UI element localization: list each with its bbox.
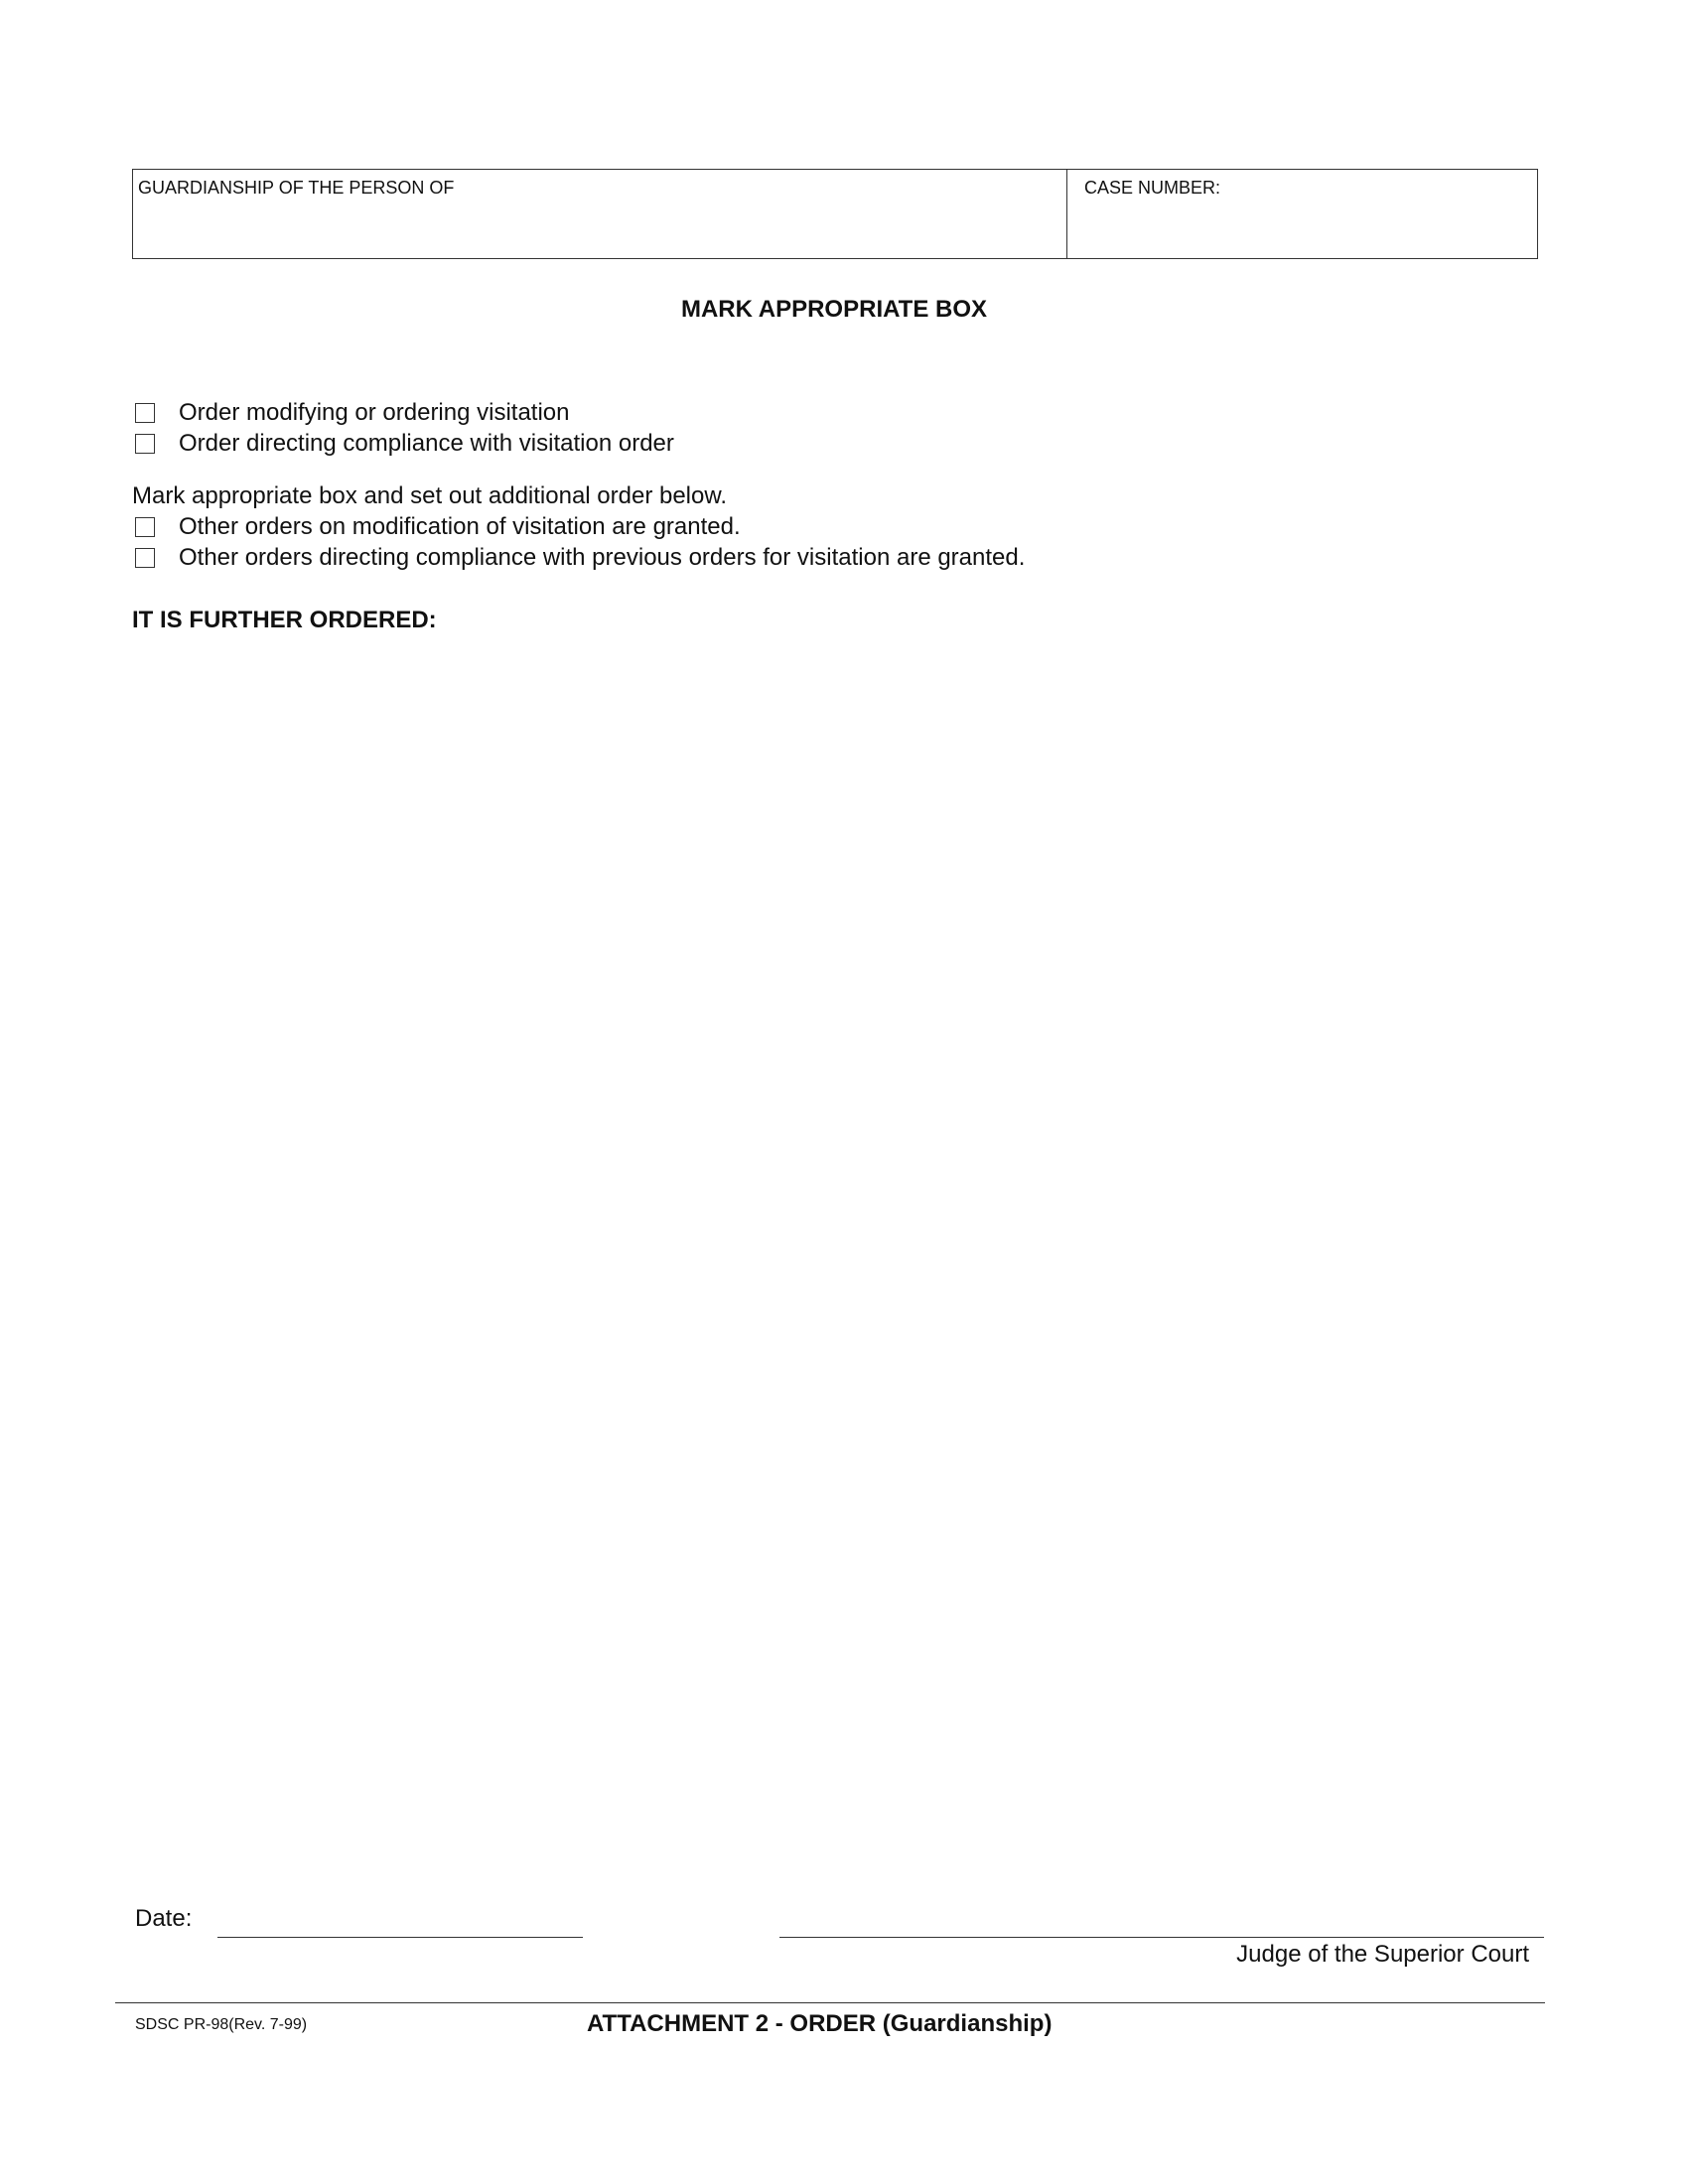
caption-divider: [1066, 170, 1067, 258]
page-heading: MARK APPROPRIATE BOX: [680, 296, 987, 323]
option-label: Other orders on modification of visitation are granted.: [179, 513, 741, 540]
form-number: SDSC PR-98(Rev. 7-99): [135, 2016, 308, 2033]
option-modify-visitation[interactable]: [135, 398, 570, 428]
date-label: Date:: [135, 1905, 193, 1932]
checkbox-compliance-visitation[interactable]: [135, 434, 155, 454]
option-label: Other orders directing compliance with previous orders for visitation are granted.: [179, 544, 1026, 571]
date-signature-line[interactable]: [217, 1937, 583, 1938]
guardianship-label: GUARDIANSHIP OF THE PERSON OF: [138, 178, 455, 198]
option-label: Order modifying or ordering visitation: [179, 399, 570, 426]
option-label: Order directing compliance with visitation order: [179, 430, 674, 457]
instruction-text: Mark appropriate box and set out additional order below.: [132, 482, 728, 509]
option-other-compliance[interactable]: [135, 543, 1025, 573]
judge-label: Judge of the Superior Court: [1236, 1941, 1529, 1968]
further-ordered-heading: IT IS FURTHER ORDERED:: [132, 607, 437, 633]
checkbox-other-modification[interactable]: [135, 517, 155, 537]
case-number-label: CASE NUMBER:: [1084, 178, 1221, 198]
checkbox-modify-visitation[interactable]: [135, 403, 155, 423]
judge-signature-line[interactable]: [779, 1937, 1544, 1938]
option-other-modification[interactable]: [135, 512, 741, 542]
case-caption-box: [132, 169, 1538, 259]
option-compliance-visitation[interactable]: [135, 429, 674, 459]
form-title: ATTACHMENT 2 - ORDER (Guardianship): [587, 2010, 1053, 2037]
footer-divider: [115, 2002, 1545, 2003]
checkbox-other-compliance[interactable]: [135, 548, 155, 568]
